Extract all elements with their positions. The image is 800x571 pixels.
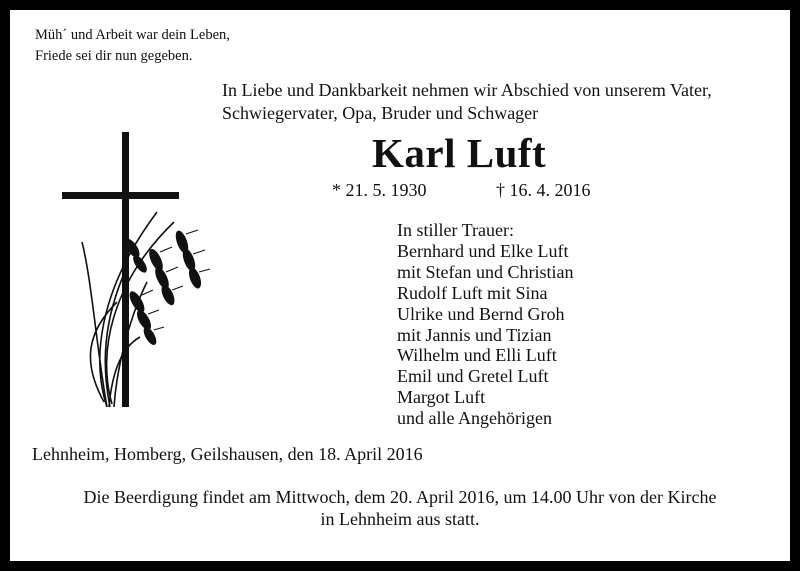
funeral-notice [10, 486, 790, 530]
mourner-line: In stiller Trauer: [397, 220, 514, 240]
mourner-line: Rudolf Luft mit Sina [397, 282, 548, 303]
mourner-line: Emil und Gretel Luft [397, 366, 549, 387]
mourners-list [397, 220, 573, 429]
birth-date: * 21. 5. 1930 [332, 180, 427, 200]
obituary-card [10, 10, 790, 561]
mourner-line: und alle Angehörigen [397, 408, 552, 429]
intro-line-2: Schwiegervater, Opa, Bruder und Schwager [222, 103, 539, 123]
mourner-line: Wilhelm und Elli Luft [397, 345, 557, 366]
mourner-line: Margot Luft [397, 387, 486, 408]
mourner-line: Bernhard und Elke Luft [397, 240, 569, 261]
motto-line-2: Friede sei dir nun gegeben. [35, 48, 193, 64]
deceased-name: Karl Luft [372, 130, 547, 176]
funeral-line-1: Die Beerdigung findet am Mittwoch, dem 20. April 2016, um 14.00 Uhr von der Kirche [83, 487, 717, 507]
motto-line-1: Müh´ und Arbeit war dein Leben, [35, 27, 230, 43]
place-and-date: Lehnheim, Homberg, Geilshausen, den 18. April 2016 [32, 444, 423, 464]
mourner-line: Ulrike und Bernd Groh [397, 303, 565, 324]
intro-text [222, 79, 712, 125]
mourner-line: mit Stefan und Christian [397, 261, 574, 282]
death-date: † 16. 4. 2016 [496, 180, 591, 200]
funeral-line-2: in Lehnheim aus statt. [320, 509, 480, 529]
mourner-line: mit Jannis und Tizian [397, 324, 552, 345]
intro-line-1: In Liebe und Dankbarkeit nehmen wir Abschied von unserem Vater, [222, 80, 712, 100]
cross-with-wheat-icon [62, 132, 212, 417]
motto [35, 25, 230, 67]
